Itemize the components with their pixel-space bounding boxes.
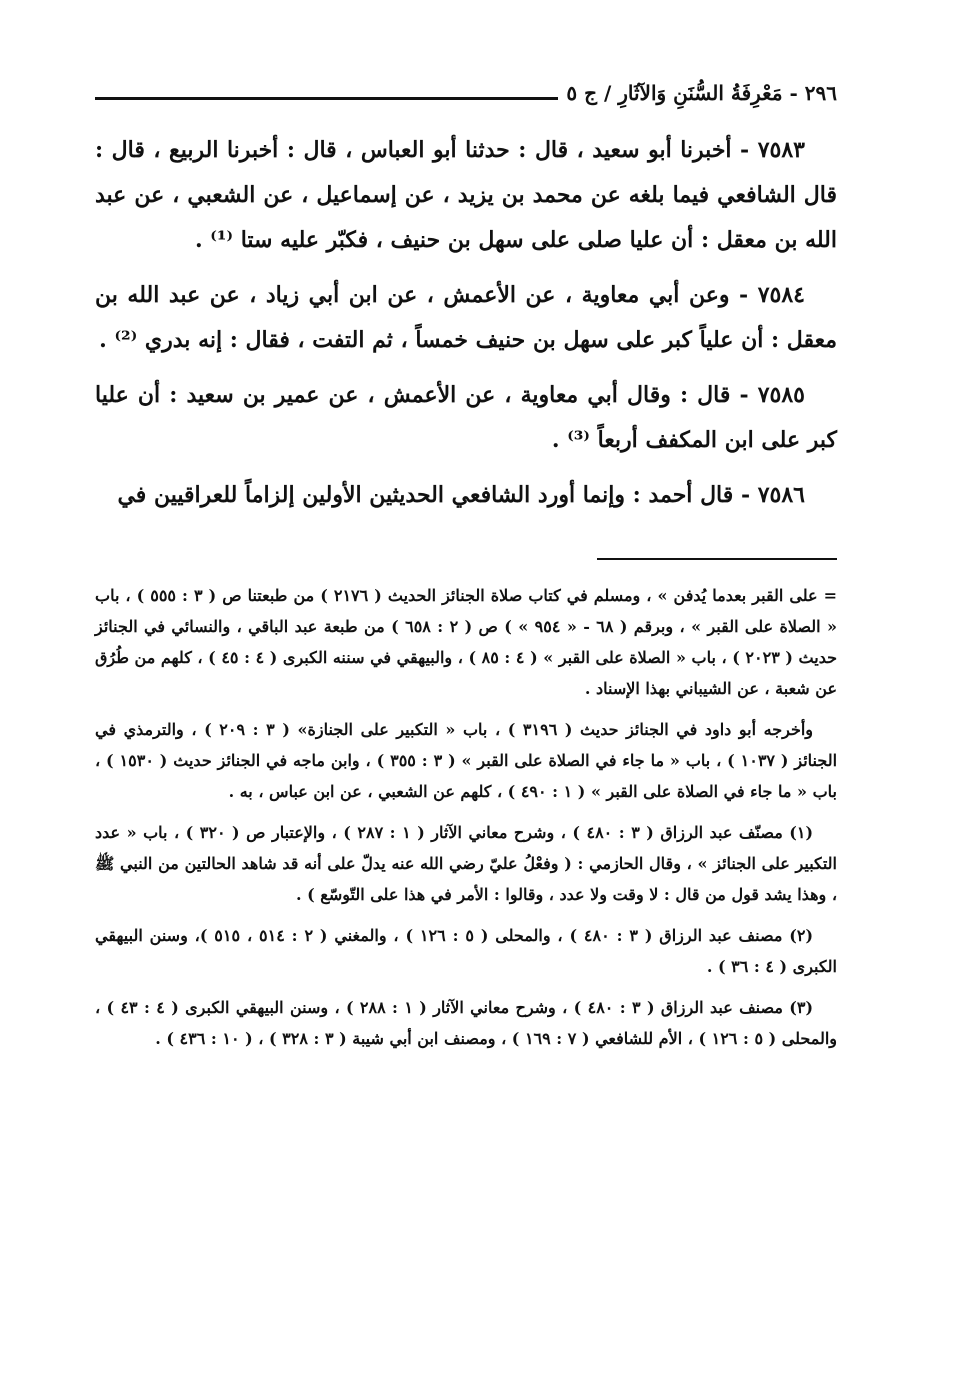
hadith-7586: ٧٥٨٦ - قال أحمد : وإنما أورد الشافعي الحديثين الأولين إلزاماً للعراقيين في [117, 482, 805, 508]
footnote-2: (٢) مصنف عبد الرزاق ( ٣ : ٤٨٠ ) ، والمحلى ( ٥ : ١٢٦ ) ، والمغني ( ٢ : ٥١٤ ، ٥١٥ )، وسنن البيهقي الكبرى ( ٤ : ٣٦ ) . [95, 926, 837, 976]
hadith-7583: ٧٥٨٣ - أخبرنا أبو سعيد ، قال : حدثنا أبو العباس ، قال : أخبرنا الربيع ، قال : قال الشافعي فيما بلغه عن محمد بن يزيد ، عن إسماعيل ، عن الشعبي ، عن عبد الله بن معقل : أن عليا صلى على سهل بن حنيف ، فكبّر عليه ستا ⁽¹⁾ . [95, 137, 837, 253]
footnote-continuation-2: وأخرجه أبو داود في الجنائز حديث ( ٣١٩٦ ) ، باب « التكبير على الجنازة» ( ٣ : ٢٠٩ ) ، والترمذي في الجنائز ( ١٠٣٧ ) ، باب « ما جاء في الصلاة على القبر » ( ٣ : ٣٥٥ ) ، وابن ماجه في الجنائز حديث ( ١٥٣٠ ) ، باب « ما جاء في الصلاة على القبر » ( ١ : ٤٩٠ ) ، كلهم عن الشعبي ، عن ابن عباس ، به . [95, 720, 838, 801]
footnote-separator [597, 558, 837, 560]
page-header [95, 72, 837, 106]
main-text [95, 128, 837, 528]
footnote-1: (١) مصنّف عبد الرزاق ( ٣ : ٤٨٠ ) ، وشرح معاني الآثار ( ١ : ٢٨٧ ) ، والإعتبار ص ( ٣٢٠ ) ، باب « عدد التكبير على الجنائز » ، وقال الحازمي : ( وفعْلُ عليّ رضي الله عنه يدلّ على أنه قد شاهد الحالتين من النبي ﷺ ، وهذا يشد قول من قال : لا وقت ولا عدد ، وقالوا : الأمر في هذا على التّوسّع ) . [95, 823, 837, 904]
footnote-continuation: = على القبر بعدما يُدفن » ، ومسلم في كتاب صلاة الجنائز الحديث ( ٢١٧٦ ) من طبعتنا ص ( ٣ : ٥٥٥ ) ، باب « الصلاة على القبر » ، وبرقم ( ٦٨ - « ٩٥٤ » ) ص ( ٢ : ٦٥٨ ) من طبعة عبد الباقي ، والنسائي في الجنائز حديث ( ٢٠٢٣ ) ، باب « الصلاة على القبر » ( ٤ : ٨٥ ) ، والبيهقي في سننه الكبرى ( ٤ : ٤٥ ) ، كلهم من طُرُق عن شعبة ، عن الشيباني بهذا الإسناد . [95, 586, 838, 698]
page-header-title: ٢٩٦ - مَعْرِفَةُ السُّنَنِ وَالآثَارِ / ج ٥ [566, 81, 837, 105]
hadith-7584: ٧٥٨٤ - وعن أبي معاوية ، عن الأعمش ، عن ابن أبي زياد ، عن عبد الله بن معقل : أن علياً كبر على سهل بن حنيف خمساً ، ثم التفت ، فقال : إنه بدري ⁽²⁾ . [95, 282, 837, 353]
header-rule [95, 97, 558, 100]
footnote-3: (٣) مصنف عبد الرزاق ( ٣ : ٤٨٠ ) ، وشرح معاني الآثار ( ١ : ٢٨٨ ) ، وسنن البيهقي الكبرى ( ٤ : ٤٣ ) ، والمحلى ( ٥ : ١٢٦ ) ، الأم للشافعي ( ٧ : ١٦٩ ) ، ومصنف ابن أبي شيبة ( ٣ : ٣٢٨ ) ، ( ١٠ : ٤٣٦ ) . [95, 998, 837, 1048]
footnotes [95, 580, 837, 1064]
hadith-7585: ٧٥٨٥ - قال : وقال أبي معاوية ، عن الأعمش ، عن عمير بن سعيد : أن عليا كبر على ابن المكفف أربعاً ⁽³⁾ . [95, 382, 837, 453]
